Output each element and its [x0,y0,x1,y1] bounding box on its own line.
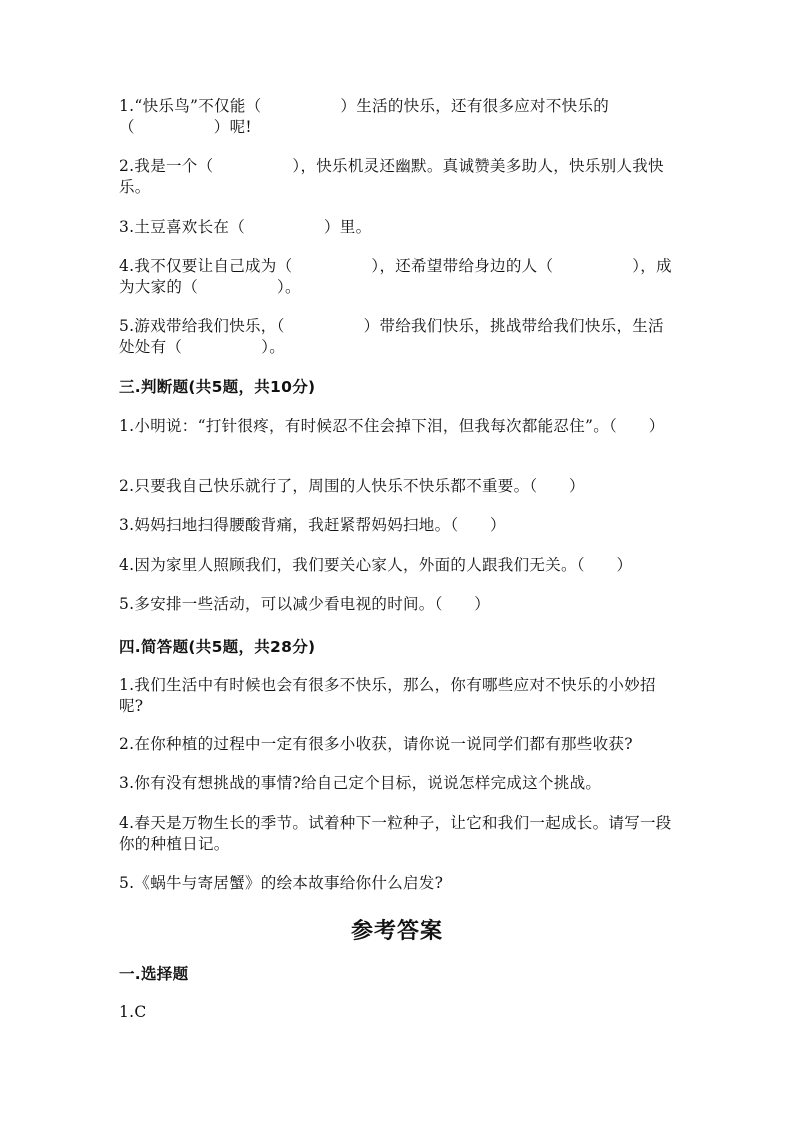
answer-item-1: 1.C [119,1003,147,1021]
judgement-question-2: 2.只要我自己快乐就行了，周围的人快乐不快乐都不重要。（ ） [119,477,585,495]
judgement-question-4: 4.因为家里人照顾我们，我们要关心家人，外面的人跟我们无关。（ ） [119,556,633,574]
answer-key-title: 参考答案 [350,918,443,944]
answer-section-heading-choice: 一.选择题 [119,965,189,983]
section-heading-judgement: 三.判断题(共5题，共10分) [119,378,316,396]
fill-blank-question-1: 1.“快乐鸟”不仅能（ ）生活的快乐，还有很多应对不快乐的（ ）呢! [119,97,610,136]
fill-blank-question-4: 4.我不仅要让自己成为（ ），还希望带给身边的人（ ），成为大家的（ ）。 [119,257,672,296]
short-answer-question-3: 3.你有没有想挑战的事情?给自己定个目标，说说怎样完成这个挑战。 [119,774,602,792]
judgement-question-5: 5.多安排一些活动，可以减少看电视的时间。（ ） [119,595,491,613]
short-answer-question-4: 4.春天是万物生长的季节。试着种下一粒种子，让它和我们一起成长。请写一段你的种植日记。 [119,814,672,853]
fill-blank-question-2: 2.我是一个（ ），快乐机灵还幽默。真诚赞美多助人，快乐别人我快乐。 [119,157,664,196]
short-answer-question-5: 5.《蜗牛与寄居蟹》的绘本故事给你什么启发? [119,874,444,892]
judgement-question-3: 3.妈妈扫地扫得腰酸背痛，我赶紧帮妈妈扫地。（ ） [119,516,506,534]
fill-blank-question-5: 5.游戏带给我们快乐，（ ）带给我们快乐，挑战带给我们快乐，生活处处有（ ）。 [119,317,664,356]
short-answer-question-1: 1.我们生活中有时候也会有很多不快乐，那么，你有哪些应对不快乐的小妙招呢? [119,676,656,715]
fill-blank-question-3: 3.土豆喜欢长在（ ）里。 [119,218,372,236]
section-heading-short-answer: 四.简答题(共5题，共28分) [119,638,316,656]
judgement-question-1: 1.小明说：“打针很疼，有时候忍不住会掉下泪，但我每次都能忍住”。（ ） [119,417,665,435]
short-answer-question-2: 2.在你种植的过程中一定有很多小收获，请你说一说同学们都有那些收获? [119,735,633,753]
